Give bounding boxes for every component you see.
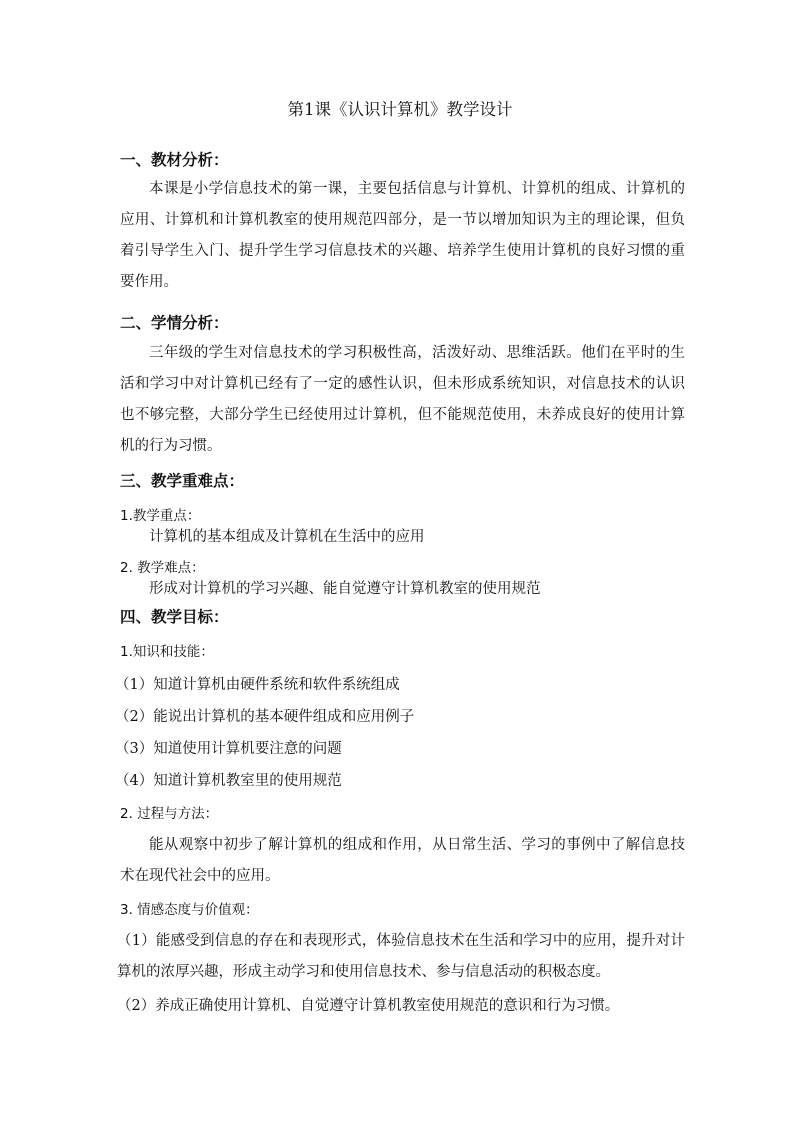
- key-point-text: 计算机的基本组成及计算机在生活中的应用: [149, 529, 425, 545]
- section-heading-key-points: 三、教学重难点：: [120, 472, 245, 490]
- materials-paragraph: 本课是小学信息技术的第一课，主要包括信息与计算机、计算机的组成、计算机的应用、计算机和计算机教室的使用规范四部分，是一节以增加知识为主的理论课，但负着引导学生入门、提升学生学习信息技术的兴趣、培养学生使用计算机的良好习惯的重要作用。: [120, 181, 685, 290]
- process-method-label: 2. 过程与方法：: [120, 806, 219, 822]
- students-paragraph: 三年级的学生对信息技术的学习积极性高，活泼好动、思维活跃。他们在平时的生活和学习中对计算机已经有了一定的感性认识，但未形成系统知识，对信息技术的认识也不够完整，大部分学生已经使用过计算机，但不能规范使用，未养成良好的使用计算机的行为习惯。: [120, 345, 685, 454]
- attitude-item: （1）能感受到信息的存在和表现形式，体验信息技术在生活和学习中的应用，提升对计算机的浓厚兴趣，形成主动学习和使用信息技术、参与信息活动的积极态度。: [117, 933, 685, 980]
- difficulty-text: 形成对计算机的学习兴趣、能自觉遵守计算机教室的使用规范: [149, 581, 541, 597]
- attitude-item: （2）养成正确使用计算机、自觉遵守计算机教室使用规范的意识和行为习惯。: [117, 998, 620, 1014]
- section-heading-materials: 一、教材分析：: [120, 151, 229, 169]
- list-item: （4）知道计算机教室里的使用规范: [115, 773, 342, 789]
- knowledge-skills-label: 1.知识和技能：: [120, 644, 214, 660]
- process-method-paragraph: 能从观察中初步了解计算机的组成和作用，从日常生活、学习的事例中了解信息技术在现代社会中的应用。: [120, 837, 685, 884]
- attitude-values-label: 3. 情感态度与价值观：: [120, 902, 259, 918]
- difficulty-label: 2. 教学难点：: [120, 560, 205, 576]
- page-title: 第1课《认识计算机》教学设计: [287, 100, 513, 119]
- list-item: （3）知道使用计算机要注意的问题: [115, 741, 342, 757]
- list-item: （1）知道计算机由硬件系统和软件系统组成: [115, 677, 400, 693]
- section-heading-students: 二、学情分析：: [120, 314, 229, 332]
- key-point-label: 1.教学重点：: [120, 508, 201, 524]
- list-item: （2）能说出计算机的基本硬件组成和应用例子: [115, 709, 415, 725]
- section-heading-objectives: 四、教学目标：: [120, 608, 229, 626]
